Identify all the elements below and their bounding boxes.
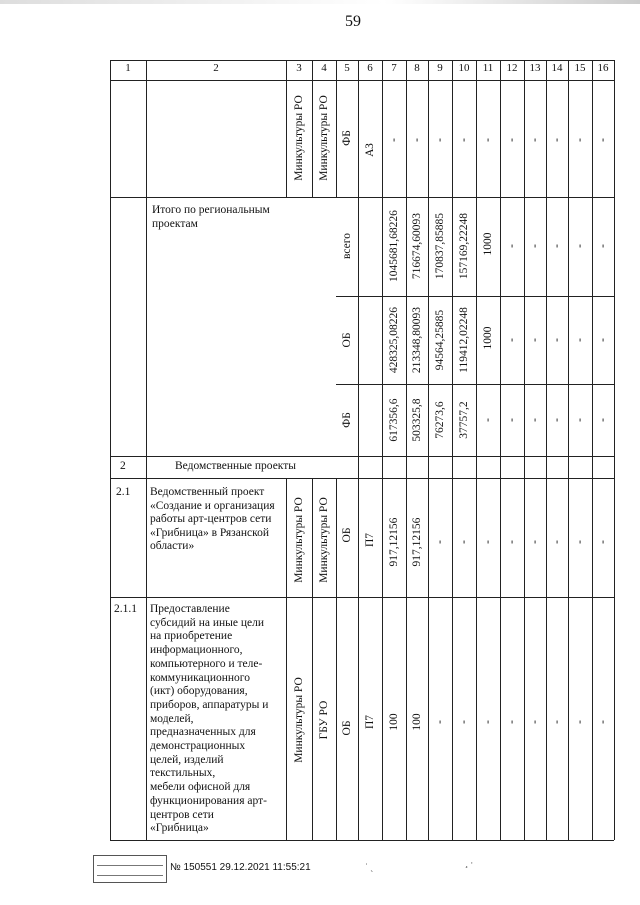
totals-vsego-value-16: - [597,244,609,248]
row-border [110,478,614,479]
row-a-source: ФБ [341,130,353,146]
row-2-1-1-text-line: информационного, [150,644,243,657]
column-header-7: 7 [391,62,397,74]
document-footer [90,862,311,873]
col-border [358,60,359,840]
row-2-1-1-value-15: - [574,720,586,724]
column-header-11: 11 [482,62,494,74]
totals-vsego-value-14: - [551,244,563,248]
column-header-1: 1 [125,62,131,74]
row-2-1-1-value-14: - [551,720,563,724]
totals-fb-value-15: - [574,418,586,422]
row-a-executor: Минкультуры РО [318,95,330,181]
row-2-1-code: П7 [364,532,376,548]
col-border [312,478,313,840]
row-2-1-value-14: - [551,540,563,544]
row-2-1-1-text-line: коммуникационного [150,671,250,684]
row-2-1-1-text-line: Предоставление [150,603,230,615]
row-a-value-9: - [434,138,446,142]
row-border [110,597,614,598]
col-border [476,60,477,840]
col-border [336,478,337,840]
row-a-code: АЗ [364,143,376,157]
row-a-value-11: - [482,138,494,142]
row-2-1-1-text-line: приборов, аппаратуры и [150,698,269,711]
page-number: 59 [345,13,361,30]
col-border [546,60,547,840]
row-2-1-1-executor: ГБУ РО [318,700,330,740]
row-2-1-number: 2.1 [116,486,131,498]
row-2-1-1-code: П7 [364,714,376,730]
column-header-15: 15 [574,62,586,74]
row-2-1-value-16: - [597,540,609,544]
totals-ob-value-16: - [597,338,609,342]
row-2-1-executor: Минкультуры РО [318,497,330,583]
col-border [452,60,453,840]
column-header-3: 3 [296,62,302,74]
column-header-16: 16 [597,62,609,74]
row-2-1-1-value-11: - [482,720,494,724]
column-header-14: 14 [551,62,563,74]
document-number: № 150551 29.12.2021 11:55:21 [170,862,311,873]
col-border [336,60,337,197]
totals-ob-v10: 119412,02248 [458,307,470,373]
totals-ob-label: ОБ [341,332,353,348]
column-header-8: 8 [414,62,420,74]
col-border [286,60,287,197]
col-border [592,60,593,840]
totals-ob-v7: 428325,08226 [388,306,400,374]
totals-label: Итого по региональным проектам [152,204,270,230]
scan-edge [0,0,640,4]
col-border [406,60,407,840]
row-2-1-value-9: - [434,540,446,544]
row-a-value-16: - [597,138,609,142]
row-2-1-text: Ведомственный проект «Создание и организация работы арт-центров сети «Грибница» в Рязанской области» [150,486,275,552]
totals-vsego-label: всего [341,233,353,259]
section-2-title: Ведомственные проекты [175,460,296,472]
totals-ob-value-13: - [529,338,541,342]
row-2-1-value-11: - [482,540,494,544]
totals-fb-v9: 76273,6 [434,401,446,439]
row-2-1-1-text-line: предназначенных для [150,726,256,739]
scan-mark: ¸ · [465,858,474,868]
totals-fb-value-13: - [529,418,541,422]
totals-fb-value-12: - [506,418,518,422]
totals-ob-value-15: - [574,338,586,342]
row-2-1-1-text-line: центров сети [150,808,214,821]
scan-mark: ˙ ˎ [365,862,374,872]
row-2-1-value-12: - [506,540,518,544]
totals-ob-v9: 94564,25885 [434,309,446,371]
row-2-1-v7: 917,12156 [388,517,400,567]
totals-ob-value-14: - [551,338,563,342]
totals-vsego-v9: 170837,85885 [434,212,446,280]
row-2-1-1-value-12: - [506,720,518,724]
row-border [336,384,614,385]
totals-fb-value-14: - [551,418,563,422]
row-a-value-7: - [388,138,400,142]
col-border [382,60,383,840]
row-2-1-1-value-16: - [597,720,609,724]
totals-fb-v11: - [482,418,494,422]
row-2-1-v8: 917,12156 [411,517,423,567]
row-2-1-value-13: - [529,540,541,544]
totals-fb-label: ФБ [341,412,353,428]
row-2-1-1-text-line: моделей, [150,712,194,725]
col-border [524,60,525,840]
row-2-1-1-text-line: «Грибница» [150,822,209,835]
row-a-value-15: - [574,138,586,142]
row-a-value-10: - [458,138,470,142]
row-2-1-1-v8: 100 [411,713,423,731]
totals-fb-v7: 617356,6 [388,398,400,442]
row-2-1-1-text-line: мебели офисной для [150,781,251,794]
row-2-1-value-15: - [574,540,586,544]
column-header-2: 2 [213,62,219,74]
col-border [500,60,501,840]
totals-fb-v8: 503325,8 [411,398,423,442]
row-a-value-12: - [506,138,518,142]
totals-ob-value-12: - [506,338,518,342]
row-border [110,840,614,841]
totals-fb-v10: 37757,2 [458,401,470,439]
column-header-4: 4 [321,62,327,74]
row-2-1-1-text-line: (икт) оборудования, [150,685,248,698]
row-2-1-1-text-line: демонстрационных [150,740,246,752]
row-2-1-source: ОБ [341,527,353,543]
totals-vsego-v8: 716674,60093 [411,212,423,280]
row-2-1-1-v7: 100 [388,713,400,731]
row-2-1-1-text-line: функционирования арт- [150,794,267,807]
row-a-value-14: - [551,138,563,142]
totals-fb-value-16: - [597,418,609,422]
col-border [568,60,569,840]
column-header-10: 10 [458,62,470,74]
row-border [110,60,614,61]
totals-vsego-v11: 1000 [482,232,494,256]
totals-vsego-v10: 157169,22248 [458,212,470,280]
column-header-6: 6 [367,62,373,74]
row-2-1-1-value-13: - [529,720,541,724]
column-header-13: 13 [529,62,541,74]
row-2-1-1-responsible: Минкультуры РО [293,677,305,763]
col-border [146,60,147,840]
row-2-1-1-text-line: на приобретение [150,630,233,643]
totals-ob-v8: 213348,80093 [411,306,423,374]
row-2-1-1-value-10: - [458,720,470,724]
row-2-1-1-source: ОБ [341,720,353,736]
column-header-12: 12 [506,62,518,74]
row-a-value-8: - [411,138,423,142]
totals-ob-v11: 1000 [482,326,494,350]
row-a-responsible: Минкультуры РО [293,95,305,181]
row-2-1-1-number: 2.1.1 [114,603,137,615]
row-2-1-1-value-9: - [434,720,446,724]
column-header-9: 9 [437,62,443,74]
row-border [110,197,614,198]
col-border [428,60,429,840]
totals-vsego-value-12: - [506,244,518,248]
row-2-1-value-10: - [458,540,470,544]
totals-vsego-v7: 1045681,68226 [388,210,400,282]
row-border [336,296,614,297]
row-2-1-1-text-line: целей, изделий [150,753,224,766]
row-2-1-1-text-line: компьютерного и теле- [150,657,263,670]
totals-vsego-value-15: - [574,244,586,248]
col-border [312,60,313,197]
col-border [614,60,615,840]
column-header-5: 5 [344,62,350,74]
row-border [110,456,614,457]
totals-vsego-value-13: - [529,244,541,248]
row-border [110,80,614,81]
col-border [110,60,111,840]
row-a-value-13: - [529,138,541,142]
section-2-number: 2 [120,460,126,472]
row-2-1-1-text-line: текстильных, [150,767,216,780]
row-2-1-responsible: Минкультуры РО [293,497,305,583]
row-2-1-1-text-line: субсидий на иные цели [150,616,264,629]
